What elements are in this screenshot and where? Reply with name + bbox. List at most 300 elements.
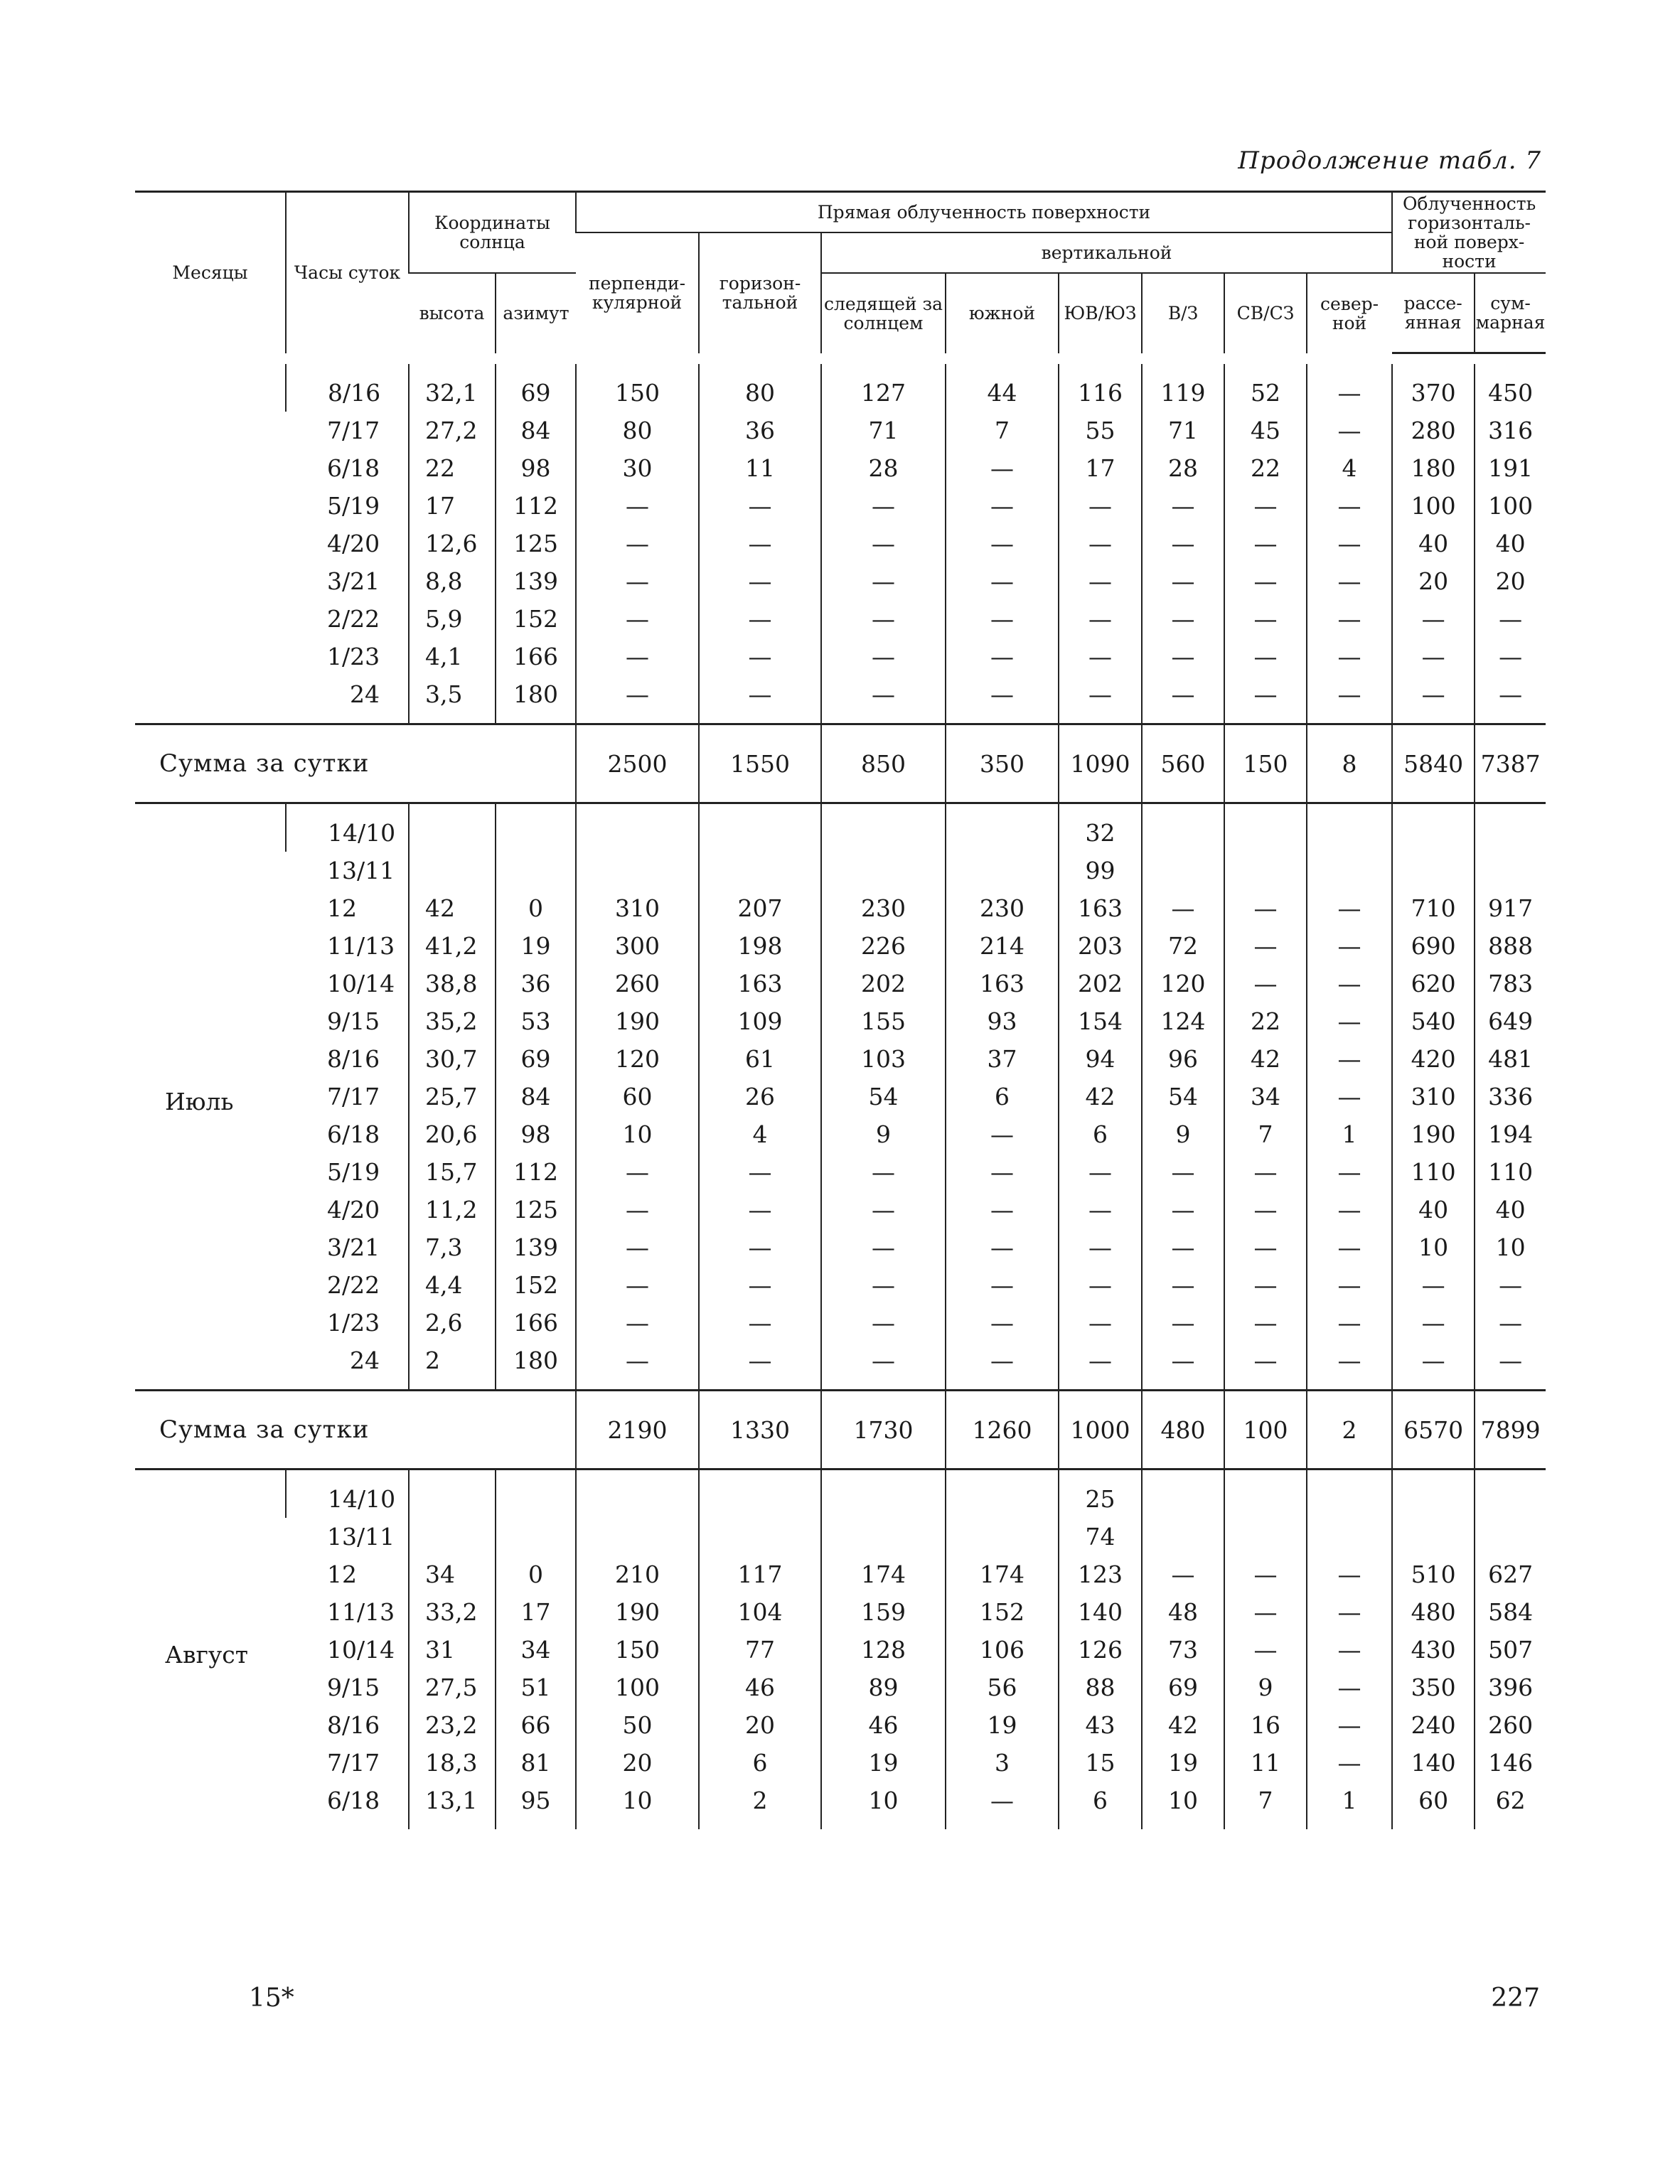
value-cell: —: [946, 1782, 1059, 1819]
value-cell: 1: [1307, 1782, 1392, 1819]
value-cell: 37: [946, 1040, 1059, 1078]
value-cell: —: [1392, 600, 1475, 638]
value-cell: —: [576, 1304, 699, 1342]
value-cell: [946, 814, 1059, 852]
hour-cell: 13/11: [327, 857, 395, 884]
table-row: [135, 1782, 1546, 1819]
value-cell: —: [946, 525, 1059, 562]
value-cell: [1224, 1518, 1307, 1556]
value-cell: 124: [1142, 1002, 1224, 1040]
value-cell: 155: [821, 1002, 946, 1040]
value-cell: —: [1307, 1556, 1392, 1593]
value-cell: [1392, 814, 1475, 852]
value-cell: 125: [496, 1191, 576, 1228]
value-cell: 40: [1475, 1191, 1546, 1228]
value-cell: 18,3: [409, 1744, 496, 1782]
value-cell: 627: [1475, 1556, 1546, 1593]
value-cell: [1224, 814, 1307, 852]
value-cell: 4: [699, 1115, 821, 1153]
value-cell: 180: [496, 675, 576, 713]
value-cell: 54: [821, 1078, 946, 1115]
value-cell: —: [1307, 1191, 1392, 1228]
value-cell: 30,7: [409, 1040, 496, 1078]
daily-sum-value: 5840: [1392, 724, 1475, 803]
value-cell: —: [1224, 927, 1307, 965]
value-cell: 13,1: [409, 1782, 496, 1819]
value-cell: 46: [699, 1669, 821, 1706]
value-cell: —: [1307, 1153, 1392, 1191]
value-cell: —: [1224, 965, 1307, 1002]
value-cell: —: [946, 487, 1059, 525]
header-south: южной: [946, 273, 1059, 353]
value-cell: 174: [946, 1556, 1059, 1593]
value-cell: —: [576, 675, 699, 713]
daily-sum-value: 1550: [699, 724, 821, 803]
value-cell: —: [699, 1228, 821, 1266]
value-cell: 20: [576, 1744, 699, 1782]
value-cell: —: [576, 525, 699, 562]
value-cell: 190: [576, 1593, 699, 1631]
daily-sum-value: 150: [1224, 724, 1307, 803]
value-cell: [496, 1518, 576, 1556]
value-cell: 226: [821, 927, 946, 965]
value-cell: 1: [1307, 1115, 1392, 1153]
value-cell: —: [821, 1228, 946, 1266]
value-cell: 150: [576, 374, 699, 412]
table-row: [135, 1002, 1546, 1040]
value-cell: 106: [946, 1631, 1059, 1669]
value-cell: —: [1142, 525, 1224, 562]
value-cell: —: [1224, 1153, 1307, 1191]
value-cell: [946, 852, 1059, 889]
table-row: [135, 814, 1546, 852]
value-cell: 190: [576, 1002, 699, 1040]
value-cell: —: [1307, 562, 1392, 600]
value-cell: 260: [576, 965, 699, 1002]
value-cell: 140: [1059, 1593, 1142, 1631]
daily-sum-value: 8: [1307, 724, 1392, 803]
value-cell: 783: [1475, 965, 1546, 1002]
value-cell: 84: [496, 412, 576, 449]
value-cell: —: [1475, 1304, 1546, 1342]
value-cell: —: [1224, 1593, 1307, 1631]
value-cell: —: [1307, 374, 1392, 412]
value-cell: 198: [699, 927, 821, 965]
value-cell: 6: [946, 1078, 1059, 1115]
header-azimuth: азимут: [496, 273, 576, 353]
value-cell: —: [1307, 889, 1392, 927]
value-cell: 6: [1059, 1782, 1142, 1819]
value-cell: —: [1224, 1556, 1307, 1593]
daily-sum-value: 100: [1224, 1391, 1307, 1470]
section-spacer: [135, 1819, 1546, 1829]
value-cell: —: [821, 1342, 946, 1379]
value-cell: —: [1392, 1342, 1475, 1379]
value-cell: 10: [1392, 1228, 1475, 1266]
value-cell: 42: [409, 889, 496, 927]
value-cell: [576, 814, 699, 852]
value-cell: 42: [1142, 1706, 1224, 1744]
value-cell: —: [821, 1304, 946, 1342]
value-cell: —: [946, 1342, 1059, 1379]
value-cell: —: [699, 675, 821, 713]
value-cell: —: [1142, 487, 1224, 525]
table-caption: Продолжение табл. 7: [1238, 146, 1541, 175]
value-cell: —: [1307, 1631, 1392, 1669]
value-cell: 69: [1142, 1669, 1224, 1706]
value-cell: [1142, 852, 1224, 889]
value-cell: 166: [496, 1304, 576, 1342]
value-cell: 8,8: [409, 562, 496, 600]
value-cell: 62: [1475, 1782, 1546, 1819]
value-cell: 5,9: [409, 600, 496, 638]
value-cell: —: [1142, 1266, 1224, 1304]
value-cell: 180: [496, 1342, 576, 1379]
value-cell: 9: [1142, 1115, 1224, 1153]
value-cell: —: [1475, 1342, 1546, 1379]
value-cell: —: [1307, 965, 1392, 1002]
value-cell: —: [1142, 889, 1224, 927]
value-cell: —: [576, 600, 699, 638]
value-cell: —: [821, 1266, 946, 1304]
section-spacer: [135, 713, 1546, 724]
value-cell: 127: [821, 374, 946, 412]
value-cell: —: [1475, 675, 1546, 713]
value-cell: —: [576, 1342, 699, 1379]
value-cell: —: [821, 487, 946, 525]
value-cell: [946, 1518, 1059, 1556]
value-cell: —: [1059, 638, 1142, 675]
value-cell: —: [946, 675, 1059, 713]
value-cell: 71: [821, 412, 946, 449]
value-cell: —: [1059, 1153, 1142, 1191]
header-direct: Прямая облученность поверхности: [576, 192, 1392, 233]
table-row: [135, 852, 1546, 889]
value-cell: —: [1307, 675, 1392, 713]
value-cell: [496, 1480, 576, 1518]
value-cell: 52: [1224, 374, 1307, 412]
value-cell: [821, 1480, 946, 1518]
value-cell: 510: [1392, 1556, 1475, 1593]
value-cell: 80: [699, 374, 821, 412]
value-cell: 191: [1475, 449, 1546, 487]
value-cell: —: [1142, 600, 1224, 638]
value-cell: 480: [1392, 1593, 1475, 1631]
value-cell: —: [946, 562, 1059, 600]
value-cell: 109: [699, 1002, 821, 1040]
hour-cell: 8/16: [327, 1711, 380, 1739]
value-cell: [1307, 852, 1392, 889]
value-cell: —: [1307, 1040, 1392, 1078]
value-cell: 10: [576, 1782, 699, 1819]
value-cell: 112: [496, 1153, 576, 1191]
value-cell: 2: [409, 1342, 496, 1379]
header-month: Месяцы: [172, 262, 248, 284]
value-cell: 44: [946, 374, 1059, 412]
value-cell: —: [1142, 638, 1224, 675]
daily-sum-value: 1260: [946, 1391, 1059, 1470]
value-cell: —: [1059, 600, 1142, 638]
daily-sum-value: 1090: [1059, 724, 1142, 803]
daily-sum-value: 850: [821, 724, 946, 803]
value-cell: —: [699, 1191, 821, 1228]
value-cell: 42: [1059, 1078, 1142, 1115]
value-cell: 888: [1475, 927, 1546, 965]
value-cell: —: [699, 487, 821, 525]
value-cell: 16: [1224, 1706, 1307, 1744]
value-cell: 152: [496, 1266, 576, 1304]
value-cell: [1142, 1518, 1224, 1556]
value-cell: —: [1307, 1002, 1392, 1040]
footer-signature-mark: 15*: [249, 1984, 294, 2013]
value-cell: —: [1142, 1153, 1224, 1191]
daily-sum-value: 1000: [1059, 1391, 1142, 1470]
value-cell: —: [1142, 675, 1224, 713]
value-cell: 34: [496, 1631, 576, 1669]
value-cell: —: [1059, 675, 1142, 713]
value-cell: 4,4: [409, 1266, 496, 1304]
value-cell: 33,2: [409, 1593, 496, 1631]
value-cell: —: [1224, 525, 1307, 562]
value-cell: 81: [496, 1744, 576, 1782]
value-cell: 103: [821, 1040, 946, 1078]
value-cell: [1392, 1480, 1475, 1518]
value-cell: 9: [1224, 1669, 1307, 1706]
table-row: [135, 1518, 1546, 1556]
value-cell: [576, 1480, 699, 1518]
value-cell: 336: [1475, 1078, 1546, 1115]
value-cell: [699, 852, 821, 889]
value-cell: 163: [946, 965, 1059, 1002]
value-cell: 649: [1475, 1002, 1546, 1040]
value-cell: —: [699, 1342, 821, 1379]
value-cell: 3: [946, 1744, 1059, 1782]
hour-cell: 10/14: [327, 1636, 395, 1664]
daily-sum-value: 7899: [1475, 1391, 1546, 1470]
value-cell: 4: [1307, 449, 1392, 487]
value-cell: 40: [1392, 1191, 1475, 1228]
value-cell: 117: [699, 1556, 821, 1593]
hour-cell: 8/16: [327, 1045, 380, 1073]
value-cell: —: [1059, 1304, 1142, 1342]
value-cell: 240: [1392, 1706, 1475, 1744]
header-altitude: высота: [419, 303, 485, 324]
value-cell: 28: [821, 449, 946, 487]
hour-cell: 12: [327, 1561, 357, 1588]
value-cell: [496, 852, 576, 889]
table-row: [135, 487, 1546, 525]
value-cell: [699, 1480, 821, 1518]
value-cell: 32: [1059, 814, 1142, 852]
value-cell: 310: [576, 889, 699, 927]
value-cell: 917: [1475, 889, 1546, 927]
table-row: [135, 675, 1546, 713]
hour-cell: 1/23: [327, 1309, 380, 1337]
value-cell: [1142, 1480, 1224, 1518]
value-cell: 69: [496, 1040, 576, 1078]
value-cell: —: [1307, 1706, 1392, 1744]
value-cell: 66: [496, 1706, 576, 1744]
month-cell: [135, 374, 286, 724]
value-cell: 6: [1059, 1115, 1142, 1153]
value-cell: 60: [1392, 1782, 1475, 1819]
daily-sum-value: 6570: [1392, 1391, 1475, 1470]
value-cell: —: [1224, 1342, 1307, 1379]
value-cell: [576, 1518, 699, 1556]
value-cell: —: [1224, 1304, 1307, 1342]
value-cell: 32,1: [409, 374, 496, 412]
value-cell: 17: [1059, 449, 1142, 487]
hour-cell: 9/15: [327, 1007, 380, 1035]
value-cell: 95: [496, 1782, 576, 1819]
value-cell: 46: [821, 1706, 946, 1744]
value-cell: —: [1142, 1342, 1224, 1379]
value-cell: 41,2: [409, 927, 496, 965]
value-cell: —: [576, 1191, 699, 1228]
value-cell: —: [1307, 1342, 1392, 1379]
value-cell: —: [946, 600, 1059, 638]
value-cell: —: [946, 1153, 1059, 1191]
hour-cell: 6/18: [327, 1787, 380, 1814]
value-cell: [1307, 814, 1392, 852]
hour-cell: 4/20: [327, 530, 380, 557]
value-cell: —: [821, 600, 946, 638]
value-cell: 396: [1475, 1669, 1546, 1706]
daily-sum-value: 350: [946, 724, 1059, 803]
daily-sum-value: 2190: [576, 1391, 699, 1470]
value-cell: 104: [699, 1593, 821, 1631]
value-cell: —: [1224, 638, 1307, 675]
value-cell: —: [1142, 1304, 1224, 1342]
value-cell: 210: [576, 1556, 699, 1593]
value-cell: 310: [1392, 1078, 1475, 1115]
value-cell: [1224, 1480, 1307, 1518]
value-cell: 230: [821, 889, 946, 927]
value-cell: —: [699, 638, 821, 675]
value-cell: [1475, 814, 1546, 852]
value-cell: —: [1059, 1342, 1142, 1379]
value-cell: [699, 1518, 821, 1556]
hour-cell: 12: [327, 894, 357, 922]
daily-sum-value: 480: [1142, 1391, 1224, 1470]
header-se-sw: ЮВ/ЮЗ: [1059, 273, 1142, 353]
value-cell: 7: [1224, 1115, 1307, 1153]
daily-sum-value: 2500: [576, 724, 699, 803]
value-cell: [821, 814, 946, 852]
value-cell: 15,7: [409, 1153, 496, 1191]
value-cell: 19: [496, 927, 576, 965]
table-row: [135, 1744, 1546, 1782]
table-row: [135, 1115, 1546, 1153]
daily-sum-label: Сумма за сутки: [135, 724, 576, 803]
value-cell: —: [1307, 600, 1392, 638]
value-cell: 690: [1392, 927, 1475, 965]
value-cell: —: [1392, 675, 1475, 713]
value-cell: —: [576, 1228, 699, 1266]
value-cell: 112: [496, 487, 576, 525]
value-cell: 128: [821, 1631, 946, 1669]
value-cell: 202: [1059, 965, 1142, 1002]
value-cell: [1307, 1518, 1392, 1556]
value-cell: 25: [1059, 1480, 1142, 1518]
value-cell: [821, 852, 946, 889]
value-cell: 48: [1142, 1593, 1224, 1631]
value-cell: 60: [576, 1078, 699, 1115]
table-row: [135, 927, 1546, 965]
value-cell: —: [1392, 1304, 1475, 1342]
value-cell: 22: [409, 449, 496, 487]
value-cell: 180: [1392, 449, 1475, 487]
value-cell: 140: [1392, 1744, 1475, 1782]
value-cell: —: [576, 1153, 699, 1191]
value-cell: —: [946, 1266, 1059, 1304]
value-cell: —: [699, 1153, 821, 1191]
value-cell: —: [1307, 487, 1392, 525]
hour-cell: 24: [350, 680, 380, 708]
value-cell: —: [576, 638, 699, 675]
value-cell: 4,1: [409, 638, 496, 675]
value-cell: 481: [1475, 1040, 1546, 1078]
daily-sum-row: [135, 1391, 1546, 1470]
value-cell: —: [576, 1266, 699, 1304]
value-cell: —: [576, 487, 699, 525]
value-cell: 19: [821, 1744, 946, 1782]
value-cell: —: [1142, 1556, 1224, 1593]
header-north: север- ной: [1307, 273, 1392, 353]
value-cell: 88: [1059, 1669, 1142, 1706]
value-cell: —: [1307, 1593, 1392, 1631]
value-cell: 51: [496, 1669, 576, 1706]
hour-cell: 9/15: [327, 1674, 380, 1701]
value-cell: —: [821, 525, 946, 562]
value-cell: —: [821, 1153, 946, 1191]
value-cell: 15: [1059, 1744, 1142, 1782]
value-cell: 154: [1059, 1002, 1142, 1040]
value-cell: 450: [1475, 374, 1546, 412]
value-cell: [409, 852, 496, 889]
table-row: [135, 965, 1546, 1002]
value-cell: —: [1224, 1228, 1307, 1266]
value-cell: —: [1475, 638, 1546, 675]
hour-cell: 1/23: [327, 643, 380, 670]
value-cell: 230: [946, 889, 1059, 927]
value-cell: —: [1307, 525, 1392, 562]
table-row: [135, 1480, 1546, 1518]
value-cell: 99: [1059, 852, 1142, 889]
value-cell: 19: [1142, 1744, 1224, 1782]
value-cell: 280: [1392, 412, 1475, 449]
value-cell: 36: [699, 412, 821, 449]
value-cell: 30: [576, 449, 699, 487]
value-cell: 53: [496, 1002, 576, 1040]
value-cell: [821, 1518, 946, 1556]
value-cell: —: [1475, 600, 1546, 638]
value-cell: 17: [409, 487, 496, 525]
value-cell: 2: [699, 1782, 821, 1819]
value-cell: —: [1224, 889, 1307, 927]
value-cell: [1392, 852, 1475, 889]
value-cell: 207: [699, 889, 821, 927]
header-horizontal: горизон- тальной: [699, 232, 821, 353]
value-cell: 139: [496, 562, 576, 600]
value-cell: —: [1059, 487, 1142, 525]
value-cell: 119: [1142, 374, 1224, 412]
value-cell: [1307, 1480, 1392, 1518]
table-row: [135, 1304, 1546, 1342]
table-row: [135, 374, 1546, 412]
month-cell: Август: [165, 1641, 249, 1669]
value-cell: 11: [1224, 1744, 1307, 1782]
